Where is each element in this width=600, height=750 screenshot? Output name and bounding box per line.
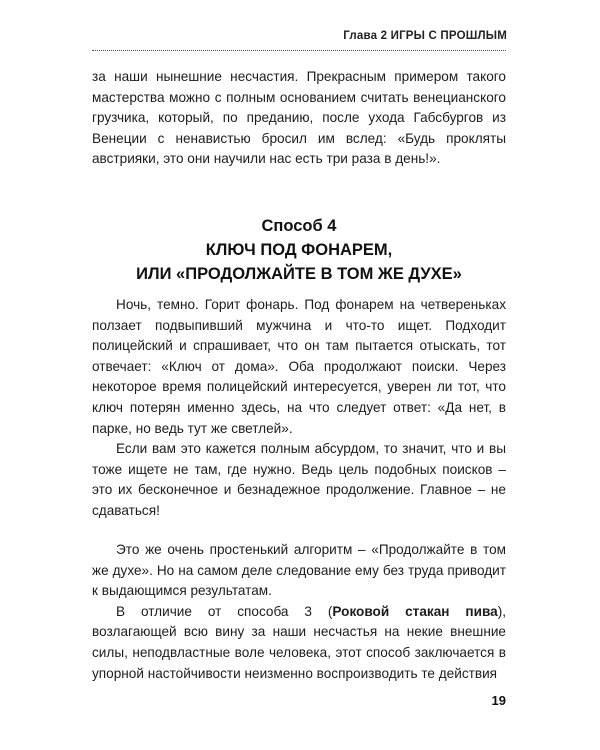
header-dotted-rule	[92, 50, 506, 51]
body-paragraph-4	[92, 602, 506, 684]
body-paragraph-1: Ночь, темно. Горит фонарь. Под фонарем на четвереньках ползает подвыпивший мужчина и что-то ищет. Подходит полицейский и спрашивает, что он там пытается отыскать, тот отвечает: «Ключ от дома». Оба продолжают поиски. Через некоторое время полицейский интересуется, уверен ли тот, что ключ потерян именно здесь, на что следует ответ: «Да нет, в парке, но ведь тут же светлей».	[92, 297, 506, 436]
section-title-line-2: ИЛИ «ПРОДОЛЖАЙТЕ В ТОМ ЖЕ ДУХЕ»	[136, 265, 462, 283]
paragraph-4-start: В отличие от способа 3 (	[116, 603, 333, 619]
intro-text-block	[92, 67, 506, 170]
intro-paragraph: за наши нынешние несчастия. Прекрасным примером такого мастерства можно с полным основанием считать венецианского грузчика, который, по преданию, после ухода Габсбургов из Венеции с ненавистью бросил им вслед: «Будь прокляты австрияки, это они научили нас есть три раза в день!».	[92, 69, 506, 167]
section-label: Способ 4	[261, 217, 337, 235]
body-paragraph-2: Если вам это кажется полным абсурдом, то значит, что и вы тоже ищете не там, где нужно. Ведь цель подобных поисков – это их бесконечное и безнадежное продолжение. Главное – не сдаваться!	[92, 441, 506, 518]
method-3-reference: Роковой стакан пива	[332, 603, 498, 619]
section-heading	[92, 214, 506, 286]
page-number: 19	[491, 693, 506, 708]
body-paragraph-3: Это же очень простенький алгоритм – «Продолжайте в том же духе». Но на самом деле следование ему без труда приводит к выдающимся результатам.	[92, 542, 506, 599]
paragraph-4-end: ), возлагающей всю вину за наши несчастья на некие внешние силы, неподвластные воле человека, этот способ заключается в упорной настойчивости неизменно воспроизводить те действия	[92, 603, 506, 681]
body-text-block-2	[92, 540, 506, 684]
body-text-block-1	[92, 295, 506, 522]
running-header: Глава 2 ИГРЫ С ПРОШЛЫМ	[343, 30, 507, 42]
section-title-line-1: КЛЮЧ ПОД ФОНАРЕМ,	[205, 241, 393, 259]
